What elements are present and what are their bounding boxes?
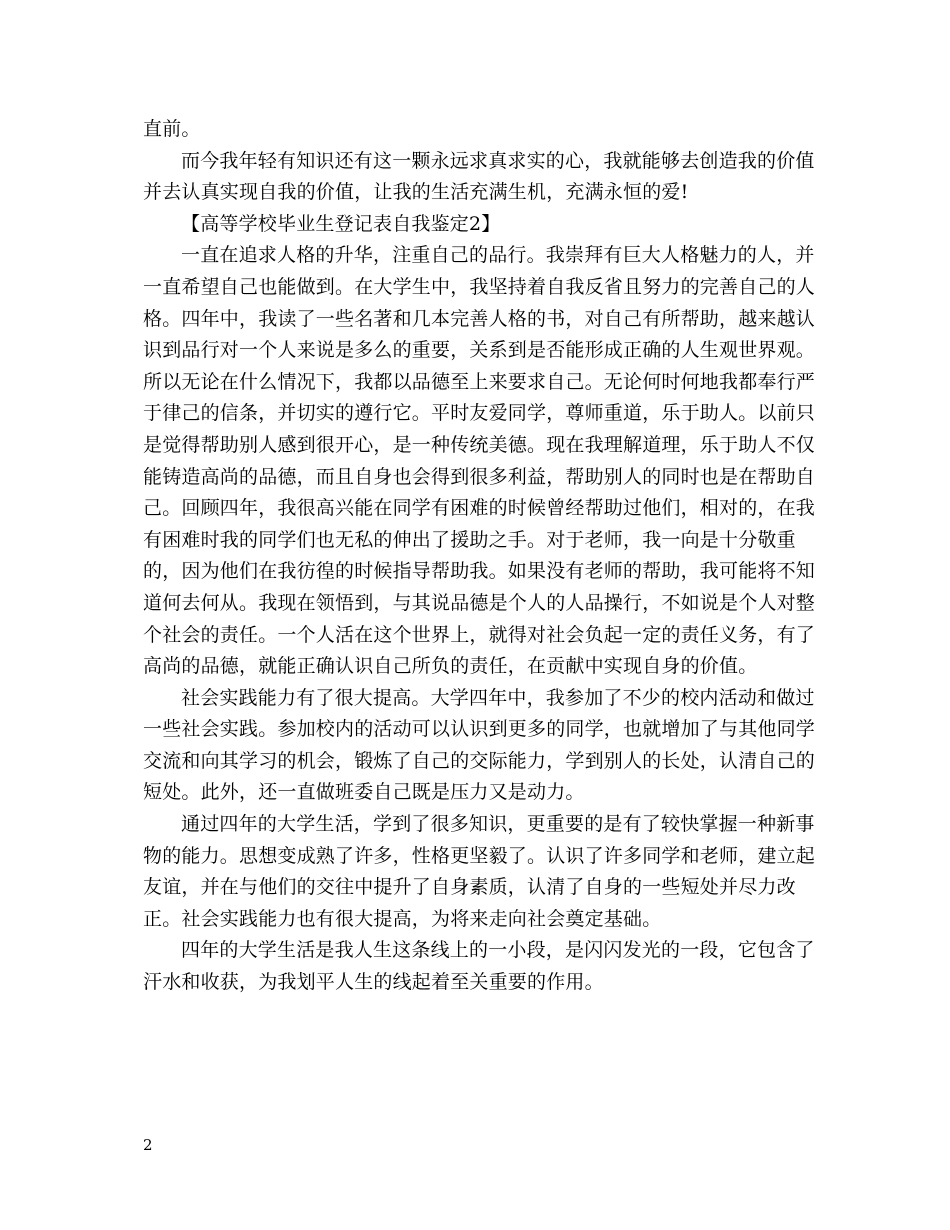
- paragraph: 社会实践能力有了很大提高。大学四年中，我参加了不少的校内活动和做过一些社会实践。参加校内的活动可以认识到更多的同学，也就增加了与其他同学交流和向其学习的机会，锻炼了自己的交际能力，学到别人的长处，认清自己的短处。此外，还一直做班委自己既是压力又是动力。: [143, 686, 816, 804]
- paragraph: 通过四年的大学生活，学到了很多知识，更重要的是有了较快掌握一种新事物的能力。思想变成熟了许多，性格更坚毅了。认识了许多同学和老师，建立起友谊，并在与他们的交往中提升了自身素质，认清了自身的一些短处并尽力改正。社会实践能力也有很大提高，为将来走向社会奠定基础。: [143, 813, 816, 930]
- paragraph-continuation: 直前。: [143, 118, 201, 140]
- paragraph: 一直在追求人格的升华，注重自己的品行。我崇拜有巨大人格魅力的人，并一直希望自己也能做到。在大学生中，我坚持着自我反省且努力的完善自己的人格。四年中，我读了一些名著和几本完善人格的书，对自己有所帮助，越来越认识到品行对一个人来说是多么的重要，关系到是否能形成正确的人生观世界观。所以无论在什么情况下，我都以品德至上来要求自己。无论何时何地我都奉行严于律己的信条，并切实的遵行它。平时友爱同学，尊师重道，乐于助人。以前只是觉得帮助别人感到很开心，是一种传统美德。现在我理解道理，乐于助人不仅能铸造高尚的品德，而且自身也会得到很多利益，帮助别人的同时也是在帮助自己。回顾四年，我很高兴能在同学有困难的时候曾经帮助过他们，相对的，在我有困难时我的同学们也无私的伸出了援助之手。对于老师，我一向是十分敬重的，因为他们在我彷徨的时候指导帮助我。如果没有老师的帮助，我可能将不知道何去何从。我现在领悟到，与其说品德是个人的人品操行，不如说是个人对整个社会的责任。一个人活在这个世界上，就得对社会负起一定的责任义务，有了高尚的品德，就能正确认识自己所负的责任，在贡献中实现自身的价值。: [143, 244, 816, 678]
- paragraph: 而今我年轻有知识还有这一颗永远求真求实的心，我就能够去创造我的价值并去认真实现自我的价值，让我的生活充满生机，充满永恒的爱!: [143, 149, 815, 204]
- document-body: [143, 114, 825, 999]
- page-number: 2: [143, 1136, 153, 1154]
- section-heading: 【高等学校毕业生登记表自我鉴定2】: [181, 212, 501, 235]
- paragraph: 四年的大学生活是我人生这条线上的一小段，是闪闪发光的一段，它包含了汗水和收获，为我划平人生的线起着至关重要的作用。: [143, 939, 815, 994]
